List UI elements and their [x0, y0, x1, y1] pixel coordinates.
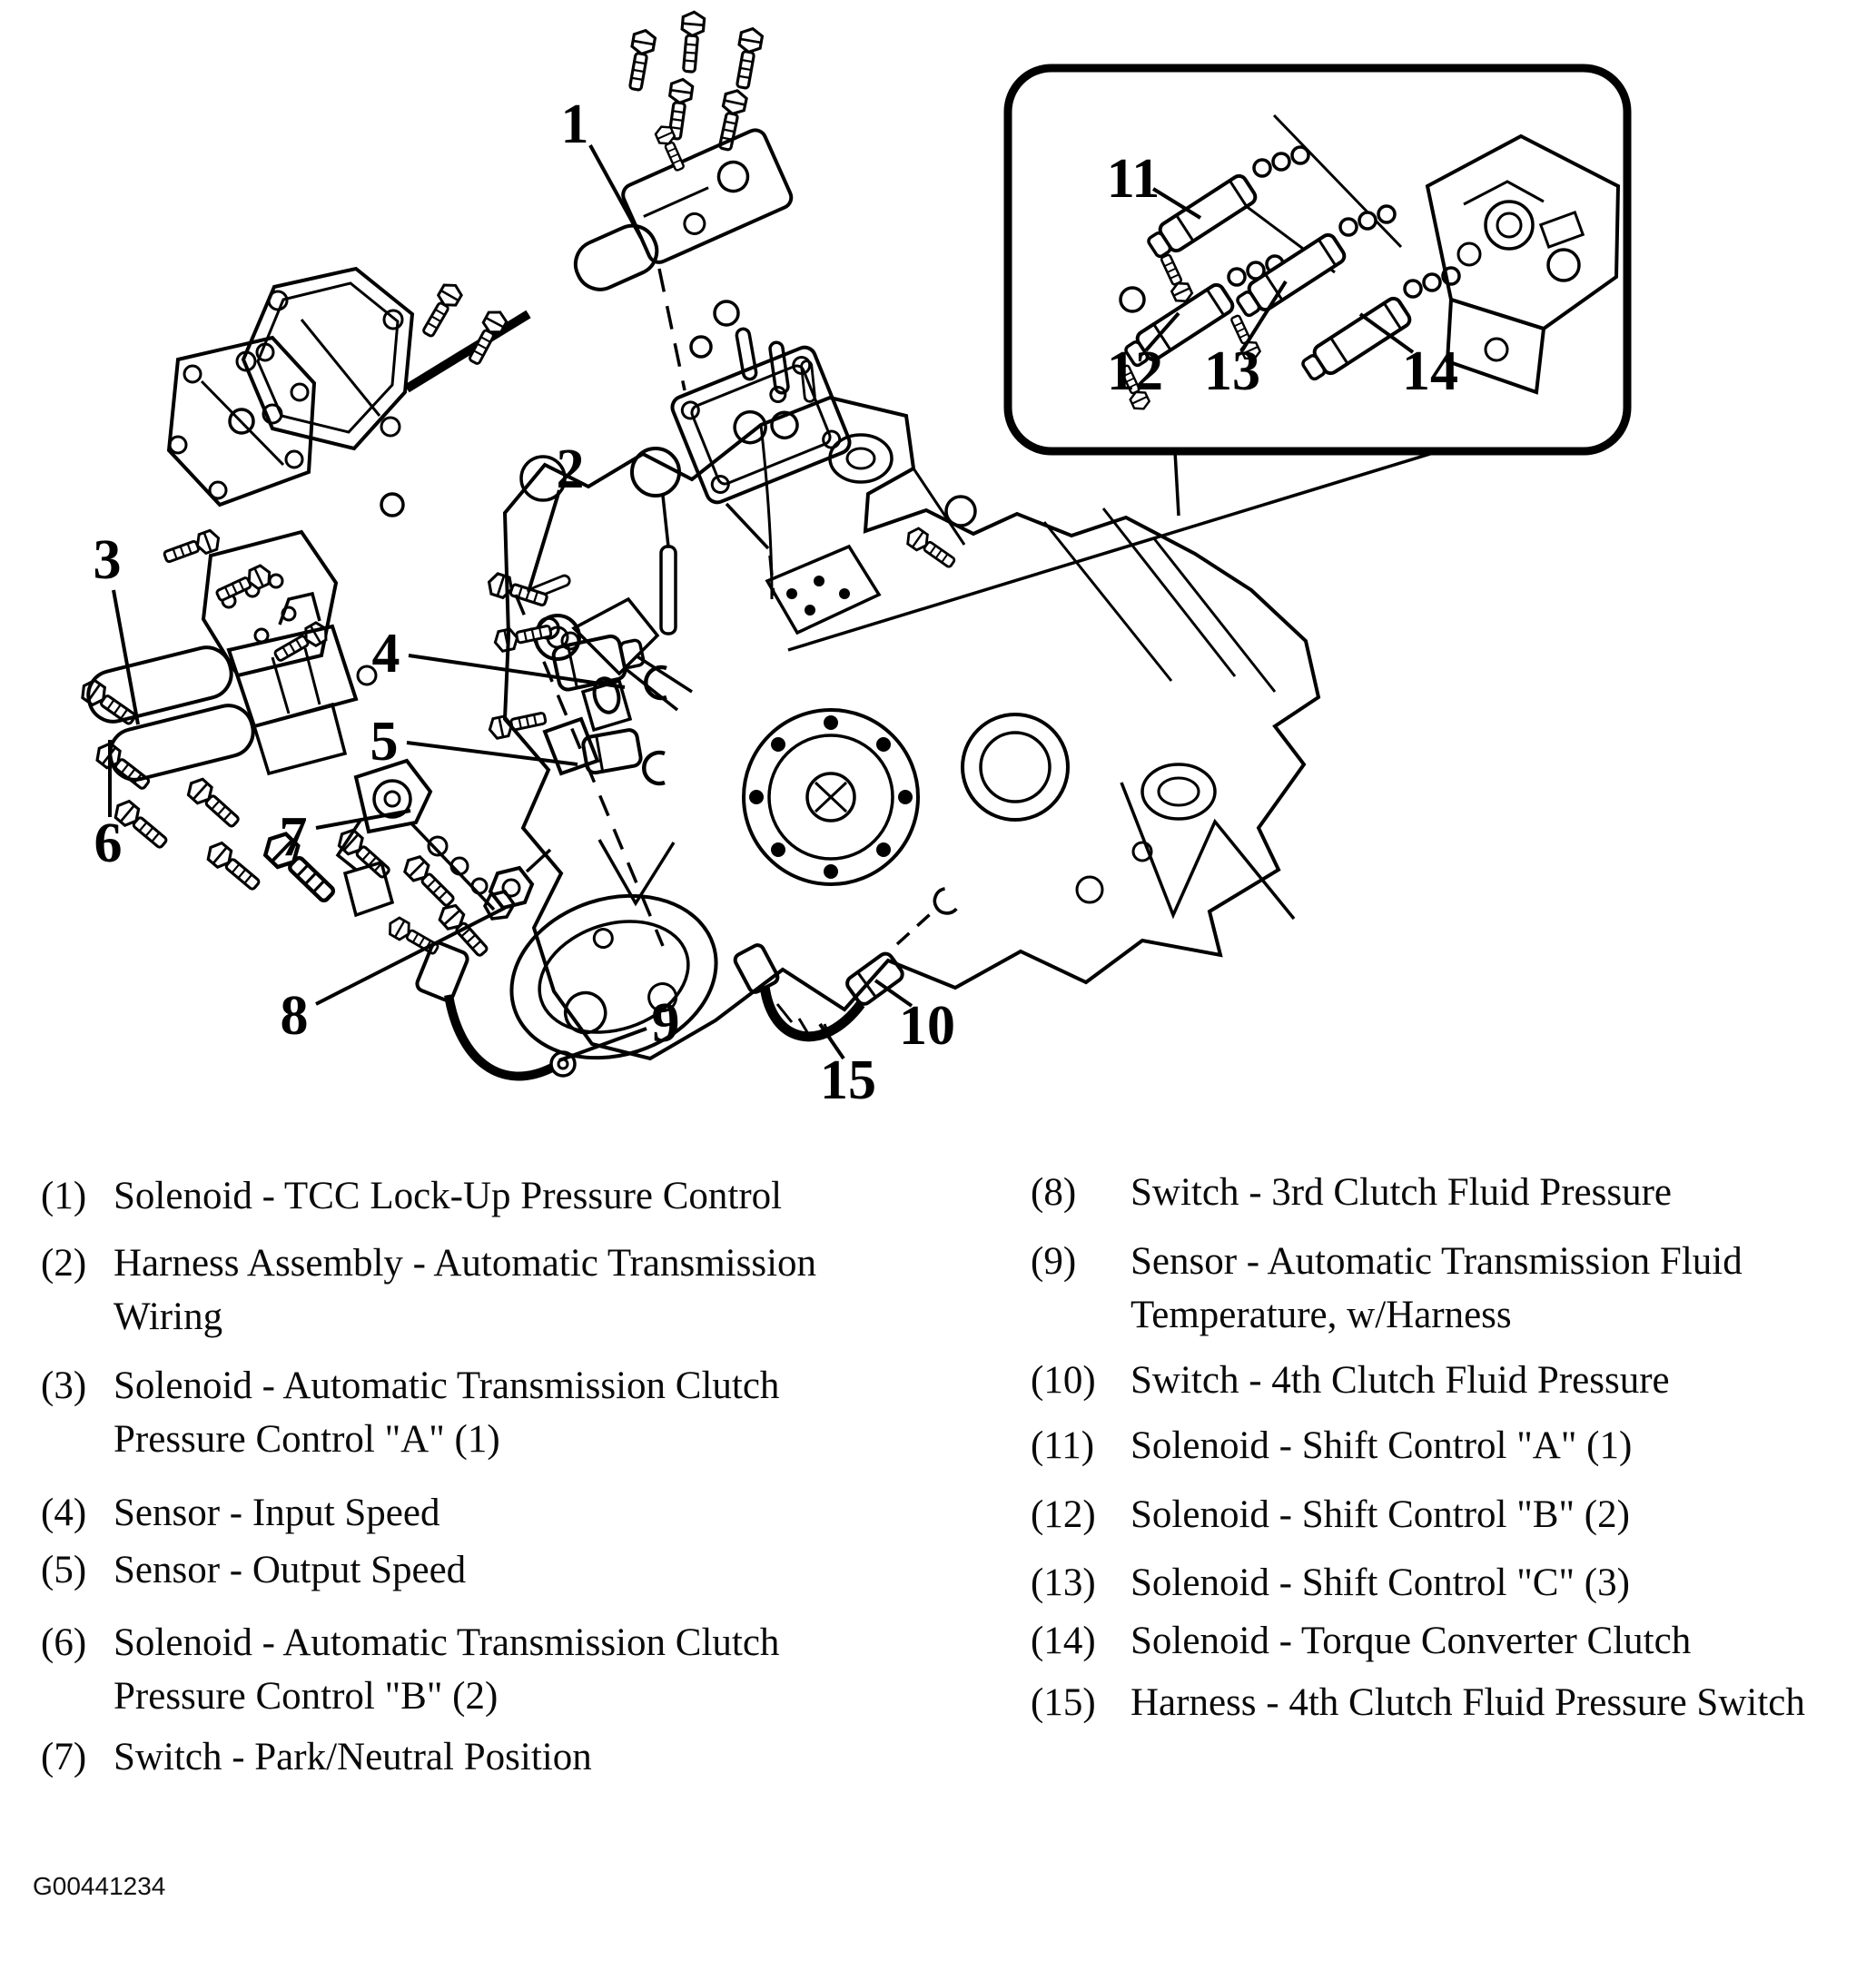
inset-detail-box-group [1008, 68, 1627, 451]
bolt [678, 11, 705, 72]
bolt [419, 281, 464, 340]
legend-text: Solenoid - Shift Control "A" (1) [1131, 1424, 1633, 1467]
shift-solenoid-a-part [1144, 173, 1258, 262]
bolt [625, 29, 656, 92]
legend-number: (9) [1031, 1240, 1077, 1283]
c-clip [930, 888, 956, 918]
solenoid-body [1144, 173, 1258, 262]
legend-number: (13) [1031, 1561, 1096, 1604]
callout-2: 2 [556, 438, 585, 500]
legend-text: Harness Assembly - Automatic Transmission Wiring [114, 1242, 817, 1338]
legend-number: (12) [1031, 1493, 1096, 1536]
bolt [903, 526, 958, 572]
legend-text: Solenoid - Shift Control "C" (3) [1131, 1561, 1630, 1604]
legend-number: (10) [1031, 1359, 1096, 1402]
legend-number: (15) [1031, 1681, 1096, 1724]
legend-number: (6) [41, 1621, 87, 1664]
legend-number: (3) [41, 1364, 87, 1407]
legend-text: Switch - 4th Clutch Fluid Pressure [1131, 1359, 1670, 1402]
callout-leader-lines [110, 145, 1413, 1060]
legend-number: (14) [1031, 1620, 1096, 1662]
legend-text: Solenoid - Automatic Transmission Clutch Pressure Control "A" (1) [114, 1364, 780, 1461]
bolt [203, 840, 262, 894]
legend-text: Solenoid - Automatic Transmission Clutch Pressure Control "B" (2) [114, 1621, 780, 1718]
legend-number: (4) [41, 1492, 87, 1534]
legend-number: (8) [1031, 1171, 1077, 1214]
callout-6: 6 [94, 813, 123, 874]
legend-number: (2) [41, 1242, 87, 1285]
bolt [93, 740, 153, 793]
legend-text: Sensor - Automatic Transmission Fluid Temperature, w/Harness [1131, 1240, 1743, 1336]
callout-1: 1 [560, 94, 589, 155]
clutch-pressure-solenoid-a-part [84, 594, 376, 785]
bolt [1157, 252, 1194, 305]
inset-connector-line-vertical [1175, 451, 1179, 516]
callout-8: 8 [280, 985, 309, 1047]
bolt [493, 621, 552, 653]
inset-connector-line-diagonal [788, 450, 1442, 650]
callout-10: 10 [899, 995, 955, 1057]
callout-4: 4 [371, 623, 400, 685]
bolt [486, 572, 549, 611]
callout-3: 3 [93, 529, 122, 591]
legend-text: Switch - 3rd Clutch Fluid Pressure [1131, 1171, 1672, 1214]
bolt [184, 775, 242, 831]
legend-number: (5) [41, 1549, 87, 1591]
legend-number: (7) [41, 1736, 87, 1778]
callout-7: 7 [279, 806, 308, 868]
callout-9: 9 [651, 992, 680, 1054]
callout-12: 12 [1107, 340, 1163, 402]
callout-13: 13 [1204, 340, 1260, 402]
bolt [162, 528, 222, 566]
legend-number: (1) [41, 1175, 87, 1217]
legend-text: Solenoid - Torque Converter Clutch [1131, 1620, 1692, 1662]
bolt [386, 915, 441, 958]
legend-text: Solenoid - TCC Lock-Up Pressure Control [114, 1175, 783, 1217]
third-clutch-pressure-switch-group [490, 850, 550, 908]
left-cover-plates-group [78, 269, 578, 960]
c-clip [644, 753, 665, 783]
callout-14: 14 [1402, 340, 1458, 402]
bolt [214, 563, 274, 605]
callout-15: 15 [820, 1049, 876, 1111]
output-speed-sensor-group [488, 708, 665, 783]
bolt [465, 308, 509, 367]
bolt [732, 27, 763, 90]
legend-text: Harness - 4th Clutch Fluid Pressure Switch [1131, 1681, 1805, 1724]
figure-id: G00441234 [33, 1872, 166, 1900]
legend-text: Sensor - Input Speed [114, 1492, 440, 1534]
legend-text: Solenoid - Shift Control "B" (2) [1131, 1493, 1630, 1536]
legend-text: Switch - Park/Neutral Position [114, 1736, 592, 1778]
callout-5: 5 [370, 711, 399, 773]
callout-11: 11 [1106, 148, 1160, 210]
legend-text: Sensor - Output Speed [114, 1549, 467, 1591]
dipstick-handle [632, 448, 679, 496]
legend-number: (11) [1031, 1424, 1095, 1467]
spring [1254, 147, 1308, 176]
transmission-housing-group [490, 398, 1318, 1083]
